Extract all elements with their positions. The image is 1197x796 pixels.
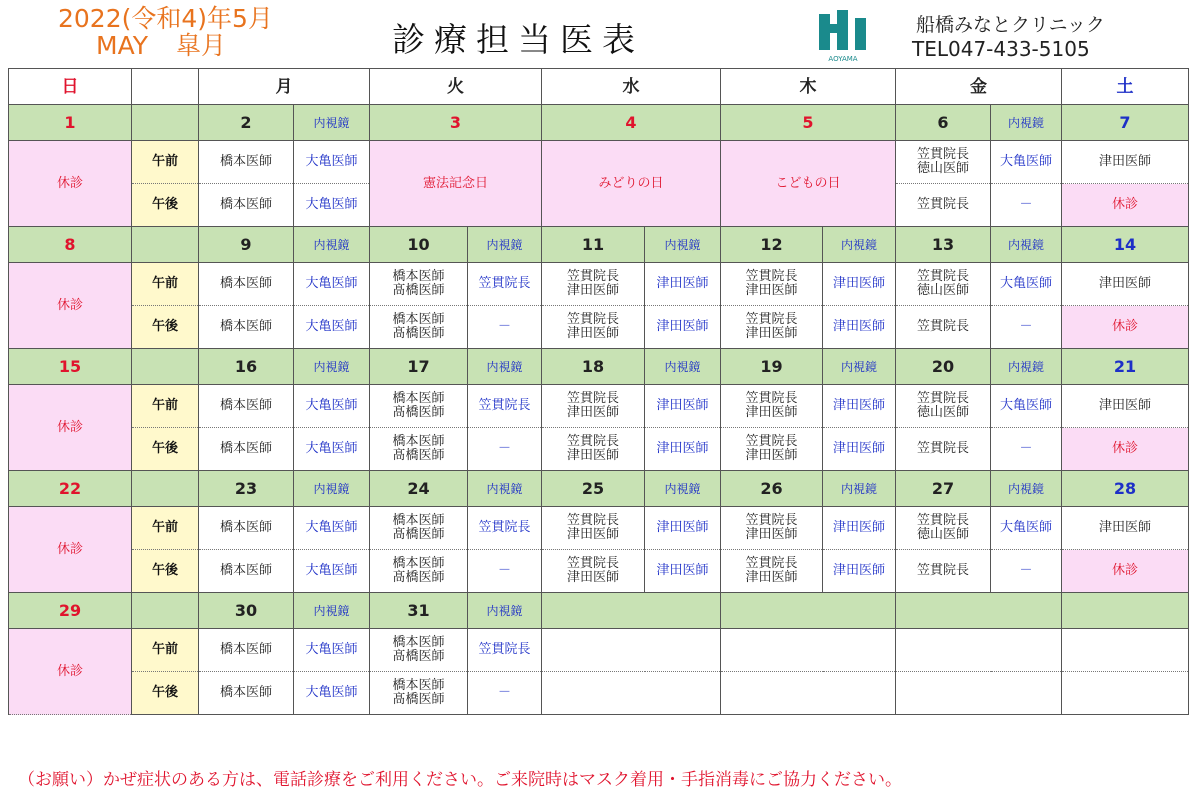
doctor-sat-am: 津田医師 — [1062, 507, 1189, 550]
endoscopy-label: 内視鏡 — [823, 349, 896, 385]
pm-label: 午後 — [132, 428, 199, 471]
date-sat: 14 — [1062, 227, 1189, 263]
doctor-fri-pm-a: 笠貫院長 — [896, 306, 991, 349]
doctor-thu-am-b: 津田医師 — [823, 385, 896, 428]
date-wed: 25 — [542, 471, 645, 507]
date-sun: 22 — [9, 471, 132, 507]
doctor-mon-am-b: 大亀医師 — [294, 385, 370, 428]
date-fri: 20 — [896, 349, 991, 385]
doctor-tue-pm-a: 橋本医師 髙橋医師 — [370, 428, 468, 471]
date-empty — [896, 593, 1062, 629]
doctor-mon-pm-b: 大亀医師 — [294, 306, 370, 349]
doctor-mon-pm-a: 橋本医師 — [199, 306, 294, 349]
doctor-tue-am-b: 笠貫院長 — [468, 263, 542, 306]
notice-text: （お願い）かぜ症状のある方は、電話診療をご利用ください。ご来院時はマスク着用・手指消毒にご協力ください。 — [18, 770, 902, 790]
pm-row — [9, 428, 1189, 471]
date-blank — [132, 227, 199, 263]
doctor-fri-pm-b: － — [991, 306, 1062, 349]
doctor-sat-am: 津田医師 — [1062, 263, 1189, 306]
am-row — [9, 141, 1189, 184]
am-label: 午前 — [132, 263, 199, 306]
date-empty — [721, 593, 896, 629]
date-empty — [1062, 593, 1189, 629]
doctor-thu-pm-a: 笠貫院長 津田医師 — [721, 428, 823, 471]
holiday-wed: みどりの日 — [542, 141, 721, 227]
doctor-wed-am-a: 笠貫院長 津田医師 — [542, 385, 645, 428]
endoscopy-label: 内視鏡 — [645, 349, 721, 385]
date-fri: 27 — [896, 471, 991, 507]
empty-cell — [1062, 629, 1189, 672]
empty-cell — [896, 629, 1062, 672]
clinic-phone: TEL047-433-5105 — [912, 37, 1090, 61]
doctor-mon-pm-a: 橋本医師 — [199, 672, 294, 715]
doctor-tue-pm-b: － — [468, 428, 542, 471]
doctor-fri-pm-a: 笠貫院長 — [896, 550, 991, 593]
holiday-tue: 憲法記念日 — [370, 141, 542, 227]
date-row — [9, 471, 1189, 507]
doctor-fri-pm-a: 笠貫院長 — [896, 428, 991, 471]
doctor-mon-am-a: 橋本医師 — [199, 141, 294, 184]
date-mon: 9 — [199, 227, 294, 263]
month-line — [96, 33, 226, 59]
endoscopy-label: 内視鏡 — [991, 471, 1062, 507]
doctor-fri-pm-b: － — [991, 428, 1062, 471]
date-sat: 21 — [1062, 349, 1189, 385]
date-blank — [132, 593, 199, 629]
endoscopy-label: 内視鏡 — [294, 349, 370, 385]
date-blank — [132, 105, 199, 141]
date-tue: 17 — [370, 349, 468, 385]
date-blank — [132, 349, 199, 385]
date-row — [9, 349, 1189, 385]
pm-row — [9, 306, 1189, 349]
date-sun: 1 — [9, 105, 132, 141]
weekday-blank — [132, 69, 199, 105]
am-row — [9, 385, 1189, 428]
endoscopy-label: 内視鏡 — [468, 593, 542, 629]
saturday-closed: 休診 — [1062, 428, 1189, 471]
doctor-tue-am-b: 笠貫院長 — [468, 507, 542, 550]
doctor-mon-am-b: 大亀医師 — [294, 141, 370, 184]
date-thu: 12 — [721, 227, 823, 263]
date-sat: 7 — [1062, 105, 1189, 141]
date-fri: 6 — [896, 105, 991, 141]
weekday-sun: 日 — [9, 69, 132, 105]
saturday-closed: 休診 — [1062, 184, 1189, 227]
weekday-thu: 木 — [721, 69, 896, 105]
doctor-fri-pm-a: 笠貫院長 — [896, 184, 991, 227]
date-row — [9, 593, 1189, 629]
doctor-mon-am-b: 大亀医師 — [294, 629, 370, 672]
date-wed: 11 — [542, 227, 645, 263]
endoscopy-label: 内視鏡 — [468, 349, 542, 385]
date-tue: 10 — [370, 227, 468, 263]
doctor-mon-pm-b: 大亀医師 — [294, 672, 370, 715]
page-title: 診療担当医表 — [392, 20, 644, 59]
doctor-thu-am-b: 津田医師 — [823, 507, 896, 550]
doctor-tue-pm-b: － — [468, 550, 542, 593]
date-sun: 15 — [9, 349, 132, 385]
endoscopy-label: 内視鏡 — [645, 227, 721, 263]
doctor-fri-am-b: 大亀医師 — [991, 263, 1062, 306]
am-label: 午前 — [132, 385, 199, 428]
holiday-thu: こどもの日 — [721, 141, 896, 227]
doctor-thu-am-a: 笠貫院長 津田医師 — [721, 507, 823, 550]
doctor-wed-pm-b: 津田医師 — [645, 306, 721, 349]
doctor-mon-pm-a: 橋本医師 — [199, 550, 294, 593]
doctor-wed-pm-b: 津田医師 — [645, 428, 721, 471]
date-mon: 30 — [199, 593, 294, 629]
date-fri: 13 — [896, 227, 991, 263]
date-mon: 16 — [199, 349, 294, 385]
pm-label: 午後 — [132, 672, 199, 715]
doctor-wed-pm-a: 笠貫院長 津田医師 — [542, 550, 645, 593]
doctor-mon-pm-b: 大亀医師 — [294, 184, 370, 227]
doctor-wed-am-b: 津田医師 — [645, 263, 721, 306]
pm-label: 午後 — [132, 550, 199, 593]
am-label: 午前 — [132, 141, 199, 184]
am-row — [9, 507, 1189, 550]
empty-cell — [721, 672, 896, 715]
date-row — [9, 105, 1189, 141]
doctor-tue-am-a: 橋本医師 髙橋医師 — [370, 263, 468, 306]
pm-row — [9, 672, 1189, 715]
month-jp: 皐月 — [176, 31, 227, 60]
doctor-thu-pm-a: 笠貫院長 津田医師 — [721, 306, 823, 349]
doctor-wed-pm-a: 笠貫院長 津田医師 — [542, 428, 645, 471]
doctor-tue-am-b: 笠貫院長 — [468, 629, 542, 672]
doctor-fri-pm-b: － — [991, 550, 1062, 593]
doctor-wed-pm-a: 笠貫院長 津田医師 — [542, 306, 645, 349]
doctor-thu-am-b: 津田医師 — [823, 263, 896, 306]
doctor-thu-am-a: 笠貫院長 津田医師 — [721, 385, 823, 428]
doctor-mon-pm-a: 橋本医師 — [199, 428, 294, 471]
logo-text: AOYAMA — [828, 55, 858, 63]
date-wed: 18 — [542, 349, 645, 385]
endoscopy-label: 内視鏡 — [991, 349, 1062, 385]
weekday-tue: 火 — [370, 69, 542, 105]
doctor-tue-pm-a: 橋本医師 髙橋医師 — [370, 306, 468, 349]
doctor-thu-pm-b: 津田医師 — [823, 428, 896, 471]
sunday-closed: 休診 — [9, 629, 132, 715]
doctor-mon-pm-a: 橋本医師 — [199, 184, 294, 227]
doctor-tue-am-a: 橋本医師 髙橋医師 — [370, 629, 468, 672]
doctor-fri-am-b: 大亀医師 — [991, 507, 1062, 550]
weekday-wed: 水 — [542, 69, 721, 105]
doctor-mon-am-b: 大亀医師 — [294, 507, 370, 550]
doctor-thu-pm-b: 津田医師 — [823, 306, 896, 349]
doctor-fri-am-a: 笠貫院長 徳山医師 — [896, 385, 991, 428]
am-label: 午前 — [132, 629, 199, 672]
date-tue: 31 — [370, 593, 468, 629]
doctor-tue-pm-b: － — [468, 672, 542, 715]
doctor-mon-am-a: 橋本医師 — [199, 507, 294, 550]
doctor-sat-am: 津田医師 — [1062, 385, 1189, 428]
doctor-tue-pm-b: － — [468, 306, 542, 349]
date-row — [9, 227, 1189, 263]
doctor-fri-am-b: 大亀医師 — [991, 385, 1062, 428]
empty-cell — [542, 629, 721, 672]
date-wed: 4 — [542, 105, 721, 141]
doctor-mon-pm-b: 大亀医師 — [294, 550, 370, 593]
sunday-closed: 休診 — [9, 141, 132, 227]
schedule-table — [8, 68, 1189, 715]
endoscopy-label: 内視鏡 — [468, 471, 542, 507]
doctor-wed-pm-b: 津田医師 — [645, 550, 721, 593]
endoscopy-label: 内視鏡 — [294, 471, 370, 507]
weekday-header-row — [9, 69, 1189, 105]
endoscopy-label: 内視鏡 — [991, 227, 1062, 263]
pm-label: 午後 — [132, 306, 199, 349]
doctor-tue-am-a: 橋本医師 髙橋医師 — [370, 507, 468, 550]
doctor-thu-pm-a: 笠貫院長 津田医師 — [721, 550, 823, 593]
date-thu: 5 — [721, 105, 896, 141]
endoscopy-label: 内視鏡 — [468, 227, 542, 263]
date-sat: 28 — [1062, 471, 1189, 507]
clinic-name: 船橋みなとクリニック — [916, 14, 1105, 36]
endoscopy-label: 内視鏡 — [294, 227, 370, 263]
date-blank — [132, 471, 199, 507]
endoscopy-label: 内視鏡 — [991, 105, 1062, 141]
endoscopy-label: 内視鏡 — [823, 471, 896, 507]
sunday-closed: 休診 — [9, 507, 132, 593]
am-row — [9, 629, 1189, 672]
date-heading — [58, 4, 273, 60]
date-tue: 3 — [370, 105, 542, 141]
doctor-mon-am-b: 大亀医師 — [294, 263, 370, 306]
date-thu: 19 — [721, 349, 823, 385]
pm-label: 午後 — [132, 184, 199, 227]
am-row — [9, 263, 1189, 306]
weekday-sat: 土 — [1062, 69, 1189, 105]
date-thu: 26 — [721, 471, 823, 507]
doctor-tue-pm-a: 橋本医師 髙橋医師 — [370, 550, 468, 593]
sunday-closed: 休診 — [9, 385, 132, 471]
doctor-mon-am-a: 橋本医師 — [199, 385, 294, 428]
doctor-thu-am-a: 笠貫院長 津田医師 — [721, 263, 823, 306]
date-sun: 8 — [9, 227, 132, 263]
saturday-closed: 休診 — [1062, 306, 1189, 349]
date-mon: 23 — [199, 471, 294, 507]
sunday-closed: 休診 — [9, 263, 132, 349]
empty-cell — [1062, 672, 1189, 715]
doctor-sat-am: 津田医師 — [1062, 141, 1189, 184]
endoscopy-label: 内視鏡 — [294, 593, 370, 629]
doctor-wed-am-b: 津田医師 — [645, 507, 721, 550]
doctor-fri-am-b: 大亀医師 — [991, 141, 1062, 184]
doctor-tue-am-b: 笠貫院長 — [468, 385, 542, 428]
doctor-fri-am-a: 笠貫院長 徳山医師 — [896, 141, 991, 184]
empty-cell — [542, 672, 721, 715]
endoscopy-label: 内視鏡 — [645, 471, 721, 507]
endoscopy-label: 内視鏡 — [823, 227, 896, 263]
doctor-fri-am-a: 笠貫院長 徳山医師 — [896, 507, 991, 550]
doctor-mon-am-a: 橋本医師 — [199, 263, 294, 306]
month-en: MAY — [96, 31, 149, 60]
date-empty — [542, 593, 721, 629]
doctor-mon-pm-b: 大亀医師 — [294, 428, 370, 471]
doctor-mon-am-a: 橋本医師 — [199, 629, 294, 672]
date-tue: 24 — [370, 471, 468, 507]
endoscopy-label: 内視鏡 — [294, 105, 370, 141]
am-label: 午前 — [132, 507, 199, 550]
doctor-wed-am-a: 笠貫院長 津田医師 — [542, 507, 645, 550]
doctor-wed-am-b: 津田医師 — [645, 385, 721, 428]
pm-row — [9, 550, 1189, 593]
date-line: 2022(令和4)年5月 — [58, 4, 273, 33]
clinic-logo — [815, 10, 871, 64]
doctor-wed-am-a: 笠貫院長 津田医師 — [542, 263, 645, 306]
doctor-thu-pm-b: 津田医師 — [823, 550, 896, 593]
date-sun: 29 — [9, 593, 132, 629]
empty-cell — [896, 672, 1062, 715]
doctor-fri-am-a: 笠貫院長 徳山医師 — [896, 263, 991, 306]
empty-cell — [721, 629, 896, 672]
doctor-fri-pm-b: － — [991, 184, 1062, 227]
doctor-tue-am-a: 橋本医師 髙橋医師 — [370, 385, 468, 428]
doctor-tue-pm-a: 橋本医師 髙橋医師 — [370, 672, 468, 715]
weekday-mon: 月 — [199, 69, 370, 105]
saturday-closed: 休診 — [1062, 550, 1189, 593]
date-mon: 2 — [199, 105, 294, 141]
weekday-fri: 金 — [896, 69, 1062, 105]
